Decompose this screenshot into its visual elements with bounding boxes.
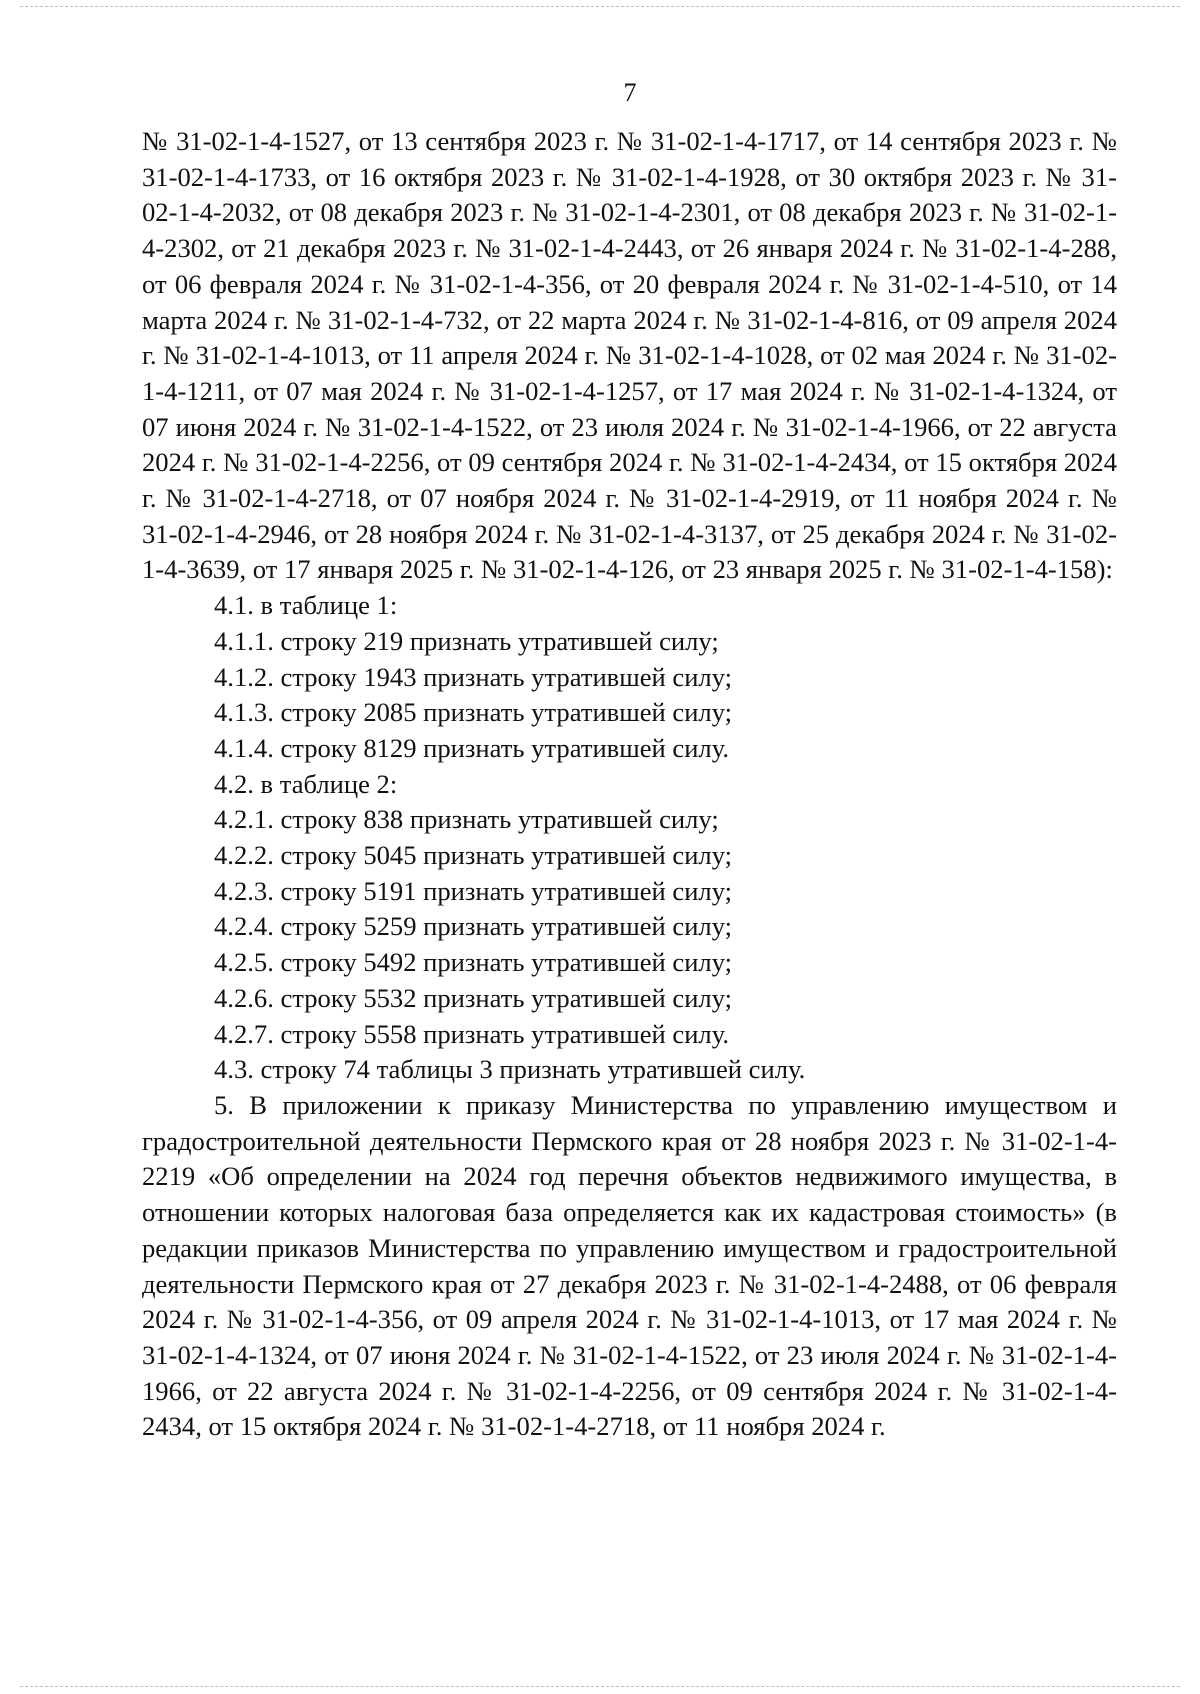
list-item: 4.2.7. строку 5558 признать утратившей силу. — [214, 1018, 729, 1049]
scan-edge-bottom — [20, 1686, 1180, 1687]
scan-edge-top — [20, 6, 1180, 7]
list-item: 4.3. строку 74 таблицы 3 признать утратившей силу. — [214, 1054, 806, 1085]
page-number: 7 — [623, 78, 637, 107]
list-item: 4.2.4. строку 5259 признать утратившей силу; — [214, 911, 733, 942]
list-item: 4.2.6. строку 5532 признать утратившей силу; — [214, 982, 733, 1013]
list-item: 4.1.3. строку 2085 признать утратившей силу; — [214, 697, 733, 728]
list-item: 4.2.3. строку 5191 признать утратившей силу; — [214, 875, 733, 906]
document-body — [142, 124, 1117, 1445]
list-item: 4.2.2. строку 5045 признать утратившей силу; — [214, 840, 733, 871]
list-item: 4.1.1. строку 219 признать утратившей силу; — [214, 625, 719, 656]
paragraph-amendment-list: № 31-02-1-4-1527, от 13 сентября 2023 г. № 31-02-1-4-1717, от 14 сентября 2023 г. № 31-02-1-4-1733, от 16 октября 2023 г. № 31-02-1-4-1928, от 30 октября 2023 г. № 31-02-1-4-2032, от 08 декабря 2023 г. № 31-02-1-4-2301, от 08 декабря 2023 г. № 31-02-1-4-2302, от 21 декабря 2023 г. № 31-02-1-4-2443, от 26 января 2024 г. № 31-02-1-4-288, от 06 февраля 2024 г. № 31-02-1-4-356, от 20 февраля 2024 г. № 31-02-1-4-510, от 14 марта 2024 г. № 31-02-1-4-732, от 22 марта 2024 г. № 31-02-1-4-816, от 09 апреля 2024 г. № 31-02-1-4-1013, от 11 апреля 2024 г. № 31-02-1-4-1028, от 02 мая 2024 г. № 31-02-1-4-1211, от 07 мая 2024 г. № 31-02-1-4-1257, от 17 мая 2024 г. № 31-02-1-4-1324, от 07 июня 2024 г. № 31-02-1-4-1522, от 23 июля 2024 г. № 31-02-1-4-1966, от 22 августа 2024 г. № 31-02-1-4-2256, от 09 сентября 2024 г. № 31-02-1-4-2434, от 15 октября 2024 г. № 31-02-1-4-2718, от 07 ноября 2024 г. № 31-02-1-4-2919, от 11 ноября 2024 г. № 31-02-1-4-2946, от 28 ноября 2024 г. № 31-02-1-4-3137, от 25 декабря 2024 г. № 31-02-1-4-3639, от 17 января 2025 г. № 31-02-1-4-126, от 23 января 2025 г. № 31-02-1-4-158): — [142, 126, 1117, 585]
list-item: 4.1. в таблице 1: — [214, 590, 398, 621]
paragraph-section-5: 5. В приложении к приказу Министерства по управлению имуществом и градостроительной деятельности Пермского края от 28 ноября 2023 г. № 31-02-1-4-2219 «Об определении на 2024 год перечня объектов недвижимого имущества, в отношении которых налоговая база определяется как их кадастровая стоимость» (в редакции приказов Министерства по управлению имуществом и градостроительной деятельности Пермского края от 27 декабря 2023 г. № 31-02-1-4-2488, от 06 февраля 2024 г. № 31-02-1-4-356, от 09 апреля 2024 г. № 31-02-1-4-1013, от 17 мая 2024 г. № 31-02-1-4-1324, от 07 июня 2024 г. № 31-02-1-4-1522, от 23 июля 2024 г. № 31-02-1-4-1966, от 22 августа 2024 г. № 31-02-1-4-2256, от 09 сентября 2024 г. № 31-02-1-4-2434, от 15 октября 2024 г. № 31-02-1-4-2718, от 11 ноября 2024 г. — [142, 1089, 1117, 1442]
list-item: 4.1.4. строку 8129 признать утратившей силу. — [214, 732, 729, 763]
list-item: 4.1.2. строку 1943 признать утратившей силу; — [214, 661, 733, 692]
list-item: 4.2. в таблице 2: — [214, 768, 398, 799]
list-item: 4.2.5. строку 5492 признать утратившей силу; — [214, 947, 733, 978]
list-item: 4.2.1. строку 838 признать утратившей силу; — [214, 804, 719, 835]
